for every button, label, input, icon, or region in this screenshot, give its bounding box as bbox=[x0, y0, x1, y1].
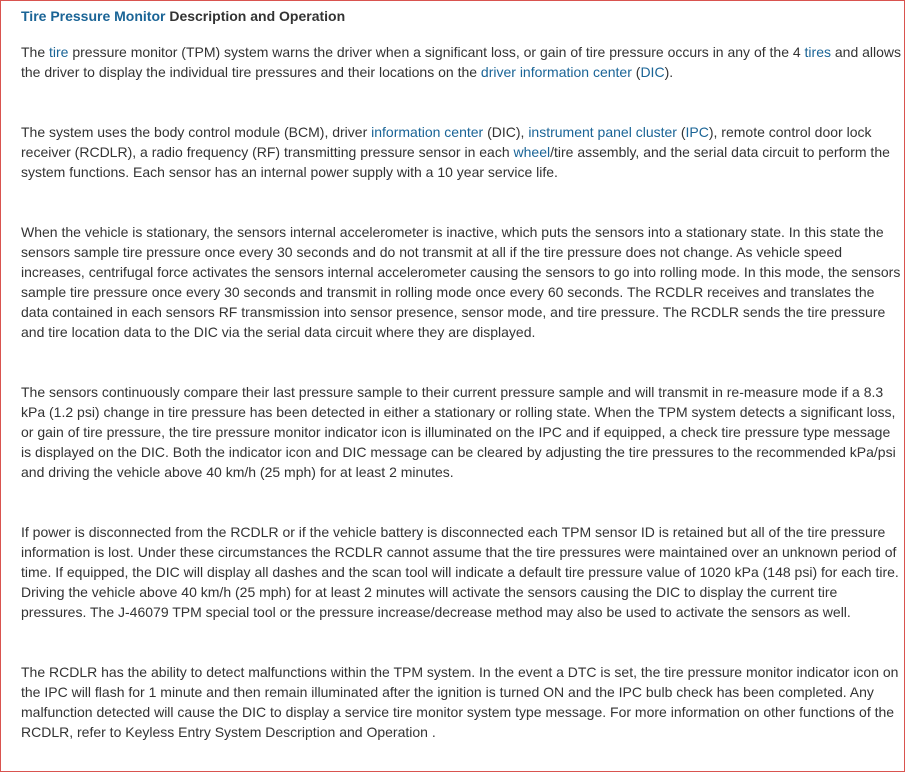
text: The system uses the body control module (BCM), driver bbox=[21, 124, 372, 140]
paragraph-malfunction: The RCDLR has the ability to detect malfunctions within the TPM system. In the event a DTC is set, the tire pressure monitor indicator icon on the IPC will flash for 1 minute and then remain illuminated after the ignition is turned ON and the IPC bulb check has been completed. Any malfunction detected will cause the DIC to display a service tire monitor system type message. For more information on other functions of the RCDLR, refer to Keyless Entry System Description and Operation . bbox=[21, 664, 899, 740]
wheel-link[interactable]: wheel bbox=[513, 144, 551, 160]
text: pressure monitor (TPM) system warns the driver when a significant loss, or gain of tire pressure occurs in any of the 4 bbox=[68, 44, 805, 60]
text: (DIC), bbox=[483, 124, 529, 140]
paragraph-remeasure: The sensors continuously compare their last pressure sample to their current pressure sample and will transmit in re-measure mode if a 8.3 kPa (1.2 psi) change in tire pressure has been detected in either a stationary or rolling state. When the TPM system detects a significant loss, or gain of tire pressure, the tire pressure monitor indicator icon is illuminated on the IPC and if equipped, a check tire pressure type message is displayed on the DIC. Both the indicator icon and DIC message can be cleared by adjusting the tire pressures to the recommended kPa/psi and driving the vehicle above 40 km/h (25 mph) for at least 2 minutes. bbox=[21, 384, 896, 480]
text: ( bbox=[676, 124, 686, 140]
text: /tire assembly, and the serial data circuit to perform the system functions. Each sensor has an internal power supply with a 10 year service life. bbox=[21, 144, 890, 180]
text: ). bbox=[664, 64, 674, 80]
ipc-link[interactable]: IPC bbox=[685, 124, 709, 140]
paragraph-intro bbox=[21, 42, 903, 82]
tire-link[interactable]: tire bbox=[49, 44, 69, 60]
paragraph-stationary-rolling: When the vehicle is stationary, the sensors internal accelerometer is inactive, which puts the sensors into a stationary state. In this state the sensors sample tire pressure once every 30 seconds and do not transmit at all if the tire pressure does not change. As vehicle speed increases, centrifugal force activates the sensors internal accelerometer causing the sensors to go into rolling mode. In this mode, the sensors sample tire pressure once every 30 seconds and transmit in rolling mode once every 60 seconds. The RCDLR receives and translates the data contained in each sensors RF transmission into sensor presence, sensor mode, and tire pressure. The RCDLR sends the tire pressure and tire location data to the DIC via the serial data circuit where they are displayed. bbox=[21, 224, 901, 340]
text: ), remote control door lock receiver (RCDLR), a radio frequency (RF) transmitting pressure sensor in each bbox=[21, 124, 872, 160]
text: and allows the driver to display the individual tire pressures and their locations on the bbox=[21, 44, 902, 80]
driver-information-center-link[interactable]: driver information center bbox=[480, 64, 632, 80]
tires-link[interactable]: tires bbox=[804, 44, 831, 60]
dic-link[interactable]: DIC bbox=[640, 64, 665, 80]
paragraph-system-components bbox=[21, 122, 903, 182]
instrument-panel-cluster-link[interactable]: instrument panel cluster bbox=[528, 124, 677, 140]
document-body bbox=[21, 1, 903, 742]
title-rest: Description and Operation bbox=[165, 8, 346, 24]
page-title bbox=[21, 6, 903, 26]
text: ( bbox=[631, 64, 641, 80]
paragraph-power-disconnect: If power is disconnected from the RCDLR or if the vehicle battery is disconnected each TPM sensor ID is retained but all of the tire pressure information is lost. Under these circumstances the RCDLR cannot assume that the tire pressures were maintained over an unknown period of time. If equipped, the DIC will display all dashes and the scan tool will indicate a default tire pressure value of 1020 kPa (148 psi) for each tire. Driving the vehicle above 40 km/h (25 mph) for at least 2 minutes will activate the sensors causing the DIC to display the current tire pressures. The J-46079 TPM special tool or the pressure increase/decrease method may also be used to activate the sensors as well. bbox=[21, 524, 899, 620]
text: The bbox=[21, 44, 50, 60]
information-center-link[interactable]: information center bbox=[371, 124, 484, 140]
tire-pressure-monitor-link[interactable]: Tire Pressure Monitor bbox=[21, 8, 166, 24]
